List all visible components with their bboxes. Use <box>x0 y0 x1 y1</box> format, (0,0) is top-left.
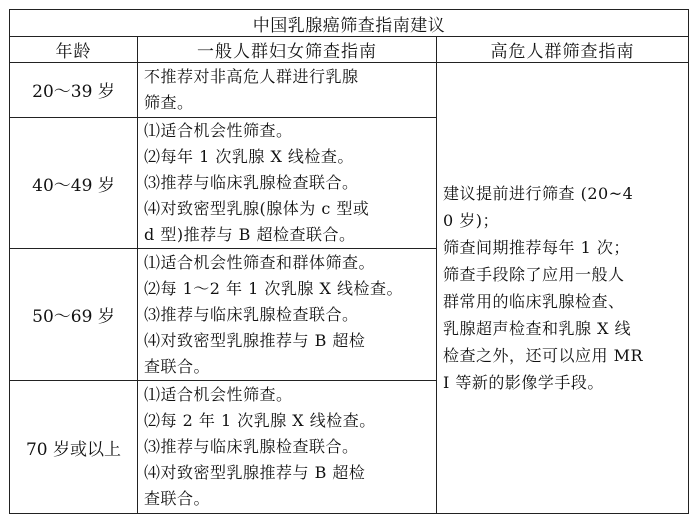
high-risk-guideline-cell <box>437 63 689 514</box>
guideline-line: ⑵每年 1 次乳腺 X 线检查。 <box>144 147 354 166</box>
age-cell: 40～49 岁 <box>10 117 138 249</box>
high-risk-line: 群常用的临床乳腺检查、 <box>443 292 625 312</box>
header-general-population: 一般人群妇女筛查指南 <box>138 37 437 63</box>
table-row <box>10 63 689 117</box>
high-risk-line: 检查之外，还可以应用 MR <box>443 346 644 366</box>
guideline-line: d 型)推荐与 B 超检查联合。 <box>144 225 356 244</box>
table-title: 中国乳腺癌筛查指南建议 <box>10 10 689 37</box>
general-guideline-cell <box>138 63 437 117</box>
age-cell: 50～69 岁 <box>10 249 138 381</box>
general-guideline-cell <box>138 249 437 381</box>
guideline-line: ⑵每 1～2 年 1 次乳腺 X 线检查。 <box>144 278 403 298</box>
high-risk-line: 筛查手段除了应用一般人 <box>443 265 625 285</box>
high-risk-line: 乳腺超声检查和乳腺 X 线 <box>443 319 632 339</box>
general-guideline-cell <box>138 117 437 249</box>
high-risk-line: 0 岁)； <box>443 211 500 231</box>
guideline-line: ⑴适合机会性筛查。 <box>144 121 293 140</box>
age-cell: 70 岁或以上 <box>10 381 138 514</box>
guideline-line: ⑶推荐与临床乳腺检查联合。 <box>144 304 359 324</box>
guideline-line: 查联合。 <box>144 356 211 376</box>
guideline-line: 不推荐对非高危人群进行乳腺 <box>144 66 359 86</box>
screening-guideline-table <box>9 9 689 514</box>
guideline-line: ⑵每 2 年 1 次乳腺 X 线检查。 <box>144 411 376 431</box>
guideline-line: ⑷对致密型乳腺推荐与 B 超检 <box>144 330 366 350</box>
header-age: 年龄 <box>10 37 138 63</box>
guideline-line: 查联合。 <box>144 489 211 509</box>
guideline-line: ⑷对致密型乳腺(腺体为 c 型或 <box>144 199 370 218</box>
high-risk-line: 建议提前进行筛查 (20~4 <box>443 184 634 204</box>
age-cell: 20～39 岁 <box>10 63 138 117</box>
header-high-risk: 高危人群筛查指南 <box>437 37 689 63</box>
guideline-line: 筛查。 <box>144 92 194 112</box>
guideline-line: ⑶推荐与临床乳腺检查联合。 <box>144 173 359 192</box>
general-guideline-cell <box>138 381 437 514</box>
high-risk-line: I 等新的影像学手段。 <box>443 373 604 393</box>
guideline-line: ⑶推荐与临床乳腺检查联合。 <box>144 437 359 457</box>
guideline-line: ⑴适合机会性筛查和群体筛查。 <box>144 252 376 272</box>
guideline-line: ⑷对致密型乳腺推荐与 B 超检 <box>144 463 366 483</box>
high-risk-line: 筛查间期推荐每年 1 次； <box>443 238 630 258</box>
guideline-line: ⑴适合机会性筛查。 <box>144 385 293 405</box>
